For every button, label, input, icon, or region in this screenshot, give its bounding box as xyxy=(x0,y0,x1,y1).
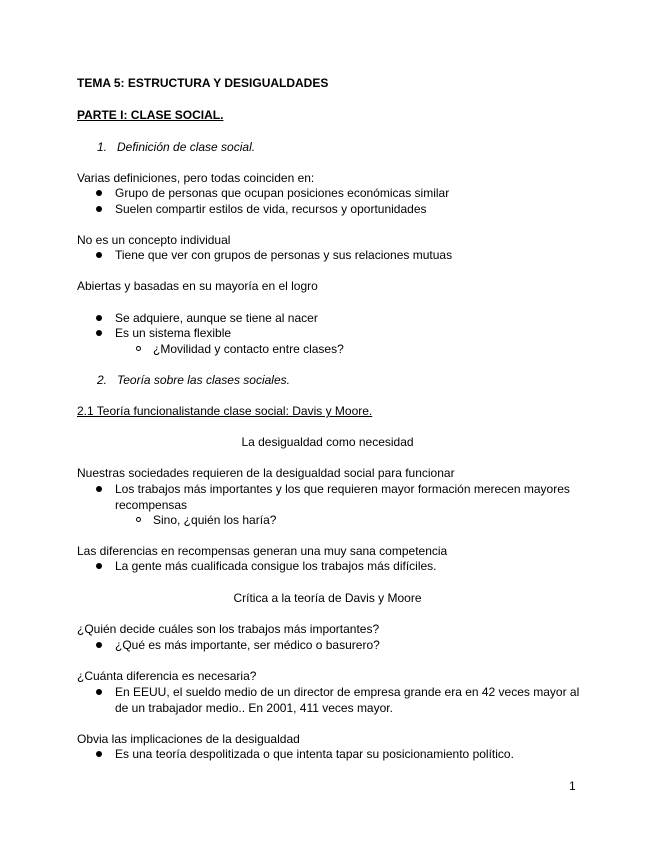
bullet-item-continuation: recompensas xyxy=(115,498,188,512)
bullet-item: Tiene que ver con grupos de personas y sus relaciones mutuas xyxy=(115,248,453,262)
bullet-item: ¿Qué es más importante, ser médico o basurero? xyxy=(115,638,380,652)
bullet-icon xyxy=(96,252,102,258)
sub-bullet-item: ¿Movilidad y contacto entre clases? xyxy=(153,342,344,356)
bullet-item: Es una teoría despolitizada o que intenta tapar su posicionamiento político. xyxy=(115,747,514,761)
bullet-icon xyxy=(96,315,102,321)
part-heading: PARTE I: CLASE SOCIAL. xyxy=(77,108,224,122)
bullet-icon xyxy=(96,190,102,196)
bullet-item: Grupo de personas que ocupan posiciones económicas similar xyxy=(115,186,450,200)
section-2-number: 2. xyxy=(97,373,108,387)
sub-bullet-item: Sino, ¿quién los haría? xyxy=(153,513,277,527)
section-1-number: 1. xyxy=(97,140,108,154)
paragraph-intro: Abiertas y basadas en su mayoría en el logro xyxy=(77,279,318,293)
paragraph-intro: Nuestras sociedades requieren de la desigualdad social para funcionar xyxy=(77,466,455,480)
section-2-heading: Teoría sobre las clases sociales. xyxy=(117,373,290,387)
paragraph-intro: Obvia las implicaciones de la desigualdad xyxy=(77,732,300,746)
paragraph-intro: Varias definiciones, pero todas coinciden en: xyxy=(77,171,315,185)
bullet-icon xyxy=(96,689,102,695)
bullet-item: Los trabajos más importantes y los que requieren mayor formación merecen mayores xyxy=(115,482,570,496)
sub-bullet-icon xyxy=(136,346,141,351)
section-1-heading: Definición de clase social. xyxy=(117,140,256,154)
bullet-icon xyxy=(96,751,102,757)
bullet-item-continuation: de un trabajador medio.. En 2001, 411 veces mayor. xyxy=(115,701,393,715)
document-title: TEMA 5: ESTRUCTURA Y DESIGUALDADES xyxy=(77,76,329,90)
paragraph-intro: ¿Cuánta diferencia es necesaria? xyxy=(77,669,257,683)
bullet-icon xyxy=(96,486,102,492)
bullet-item: Suelen compartir estilos de vida, recursos y oportunidades xyxy=(115,202,427,216)
centered-heading: La desigualdad como necesidad xyxy=(241,435,414,449)
centered-heading: Crítica a la teoría de Davis y Moore xyxy=(233,591,422,605)
bullet-item: Es un sistema flexible xyxy=(115,326,232,340)
bullet-item: En EEUU, el sueldo medio de un director de empresa grande era en 42 veces mayor al xyxy=(115,685,580,699)
paragraph-intro: No es un concepto individual xyxy=(77,233,231,247)
bullet-item: Se adquiere, aunque se tiene al nacer xyxy=(115,311,318,325)
bullet-icon xyxy=(96,642,102,648)
page-number: 1 xyxy=(569,779,576,793)
paragraph-intro: ¿Quién decide cuáles son los trabajos más importantes? xyxy=(77,622,380,636)
subsection-heading: 2.1 Teoría funcionalistande clase social: Davis y Moore. xyxy=(77,404,373,418)
bullet-icon xyxy=(96,563,102,569)
bullet-item: La gente más cualificada consigue los trabajos más difíciles. xyxy=(115,559,437,573)
paragraph-intro: Las diferencias en recompensas generan una muy sana competencia xyxy=(77,544,448,558)
bullet-icon xyxy=(96,206,102,212)
sub-bullet-icon xyxy=(136,517,141,522)
bullet-icon xyxy=(96,330,102,336)
